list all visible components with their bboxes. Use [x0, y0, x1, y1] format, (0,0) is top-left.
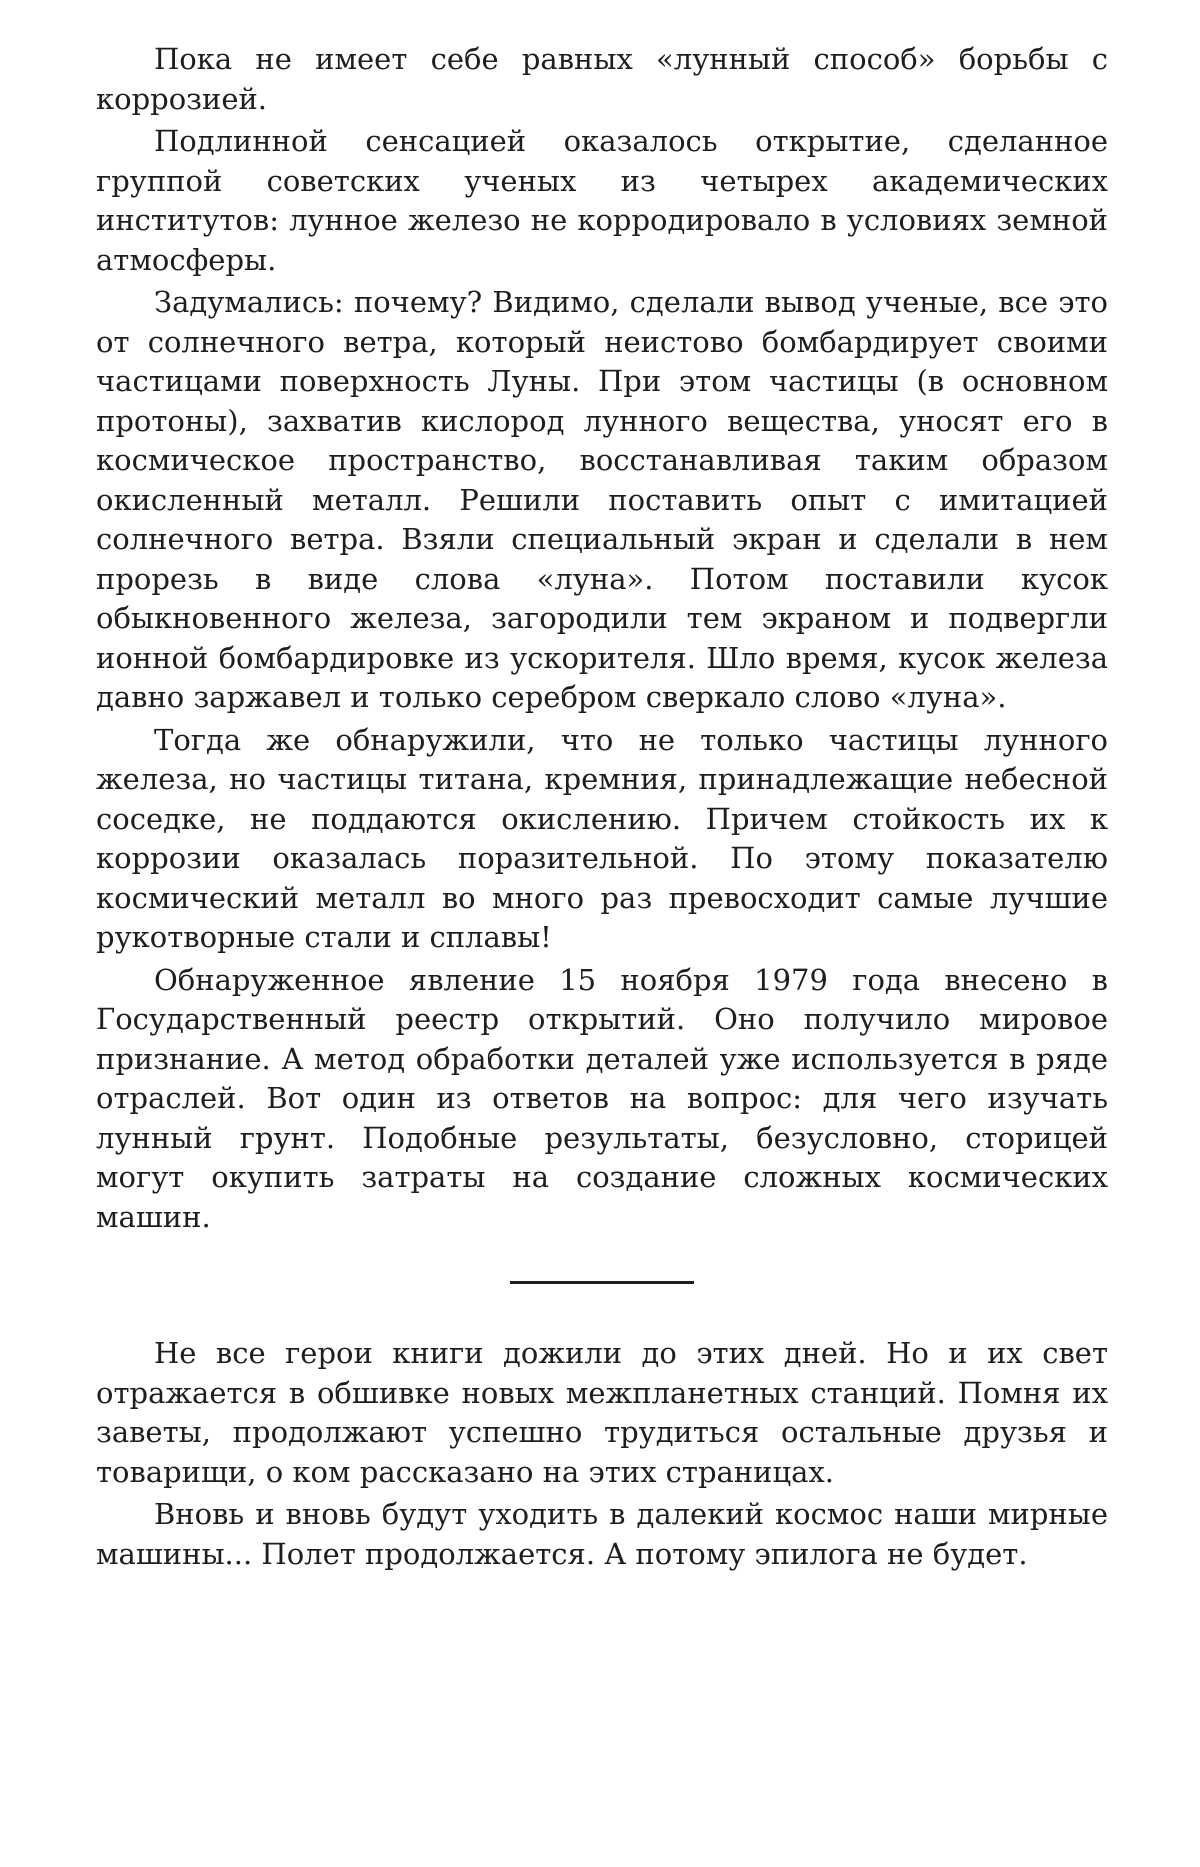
main-text-section [96, 40, 1108, 1237]
paragraph-solar-wind-experiment: Задумались: почему? Видимо, сделали вывод ученые, все это от солнечного ветра, который неистово бомбардирует своими частицами поверхность Луны. При этом частицы (в основном протоны), захватив кислород лунного вещества, уносят его в космическое пространство, восстанавливая таким образом окисленный металл. Решили поставить опыт с имитацией солнечного ветра. Взяли специальный экран и сделали в нем прорезь в виде слова «луна». Потом поставили кусок обыкновенного железа, загородили тем экраном и подвергли ионной бомбардировке из ускорителя. Шло время, кусок железа давно заржавел и только серебром сверкало слово «луна». [96, 285, 1108, 714]
document-page [96, 40, 1108, 1577]
paragraph-corrosion-resistance: Тогда же обнаружили, что не только частицы лунного железа, но частицы титана, кремния, принадлежащие небесной соседке, не поддаются окислению. Причем стойкость их к коррозии оказалась поразительной. По этому показателю космический металл во много раз превосходит самые лучшие рукотворные стали и сплавы! [96, 722, 1108, 954]
paragraph-heroes: Не все герои книги дожили до этих дней. Но и их свет отражается в обшивке новых межпланетных станций. Помня их заветы, продолжают успешно трудиться остальные друзья и товарищи, о ком рассказано на этих страницах. [96, 1336, 1108, 1489]
paragraph-discovery: Подлинной сенсацией оказалось открытие, сделанное группой советских ученых из четырех академических институтов: лунное железо не корродировало в условиях земной атмосферы. [96, 124, 1108, 277]
paragraph-registry: Обнаруженное явление 15 ноября 1979 года внесено в Государственный реестр открытий. Оно получило мировое признание. А метод обработки деталей уже используется в ряде отраслей. Вот один из ответов на вопрос: для чего изучать лунный грунт. Подобные результаты, безусловно, сторицей могут окупить затраты на создание сложных космических машин. [96, 962, 1108, 1234]
paragraph-flight-continues: Вновь и вновь будут уходить в далекий космос наши мирные машины... Полет продолжается. А потому эпилога не будет. [96, 1497, 1108, 1571]
section-divider [510, 1281, 694, 1284]
paragraph-lunar-method: Пока не имеет себе равных «лунный способ» борьбы с коррозией. [96, 42, 1108, 116]
closing-section [96, 1334, 1108, 1574]
